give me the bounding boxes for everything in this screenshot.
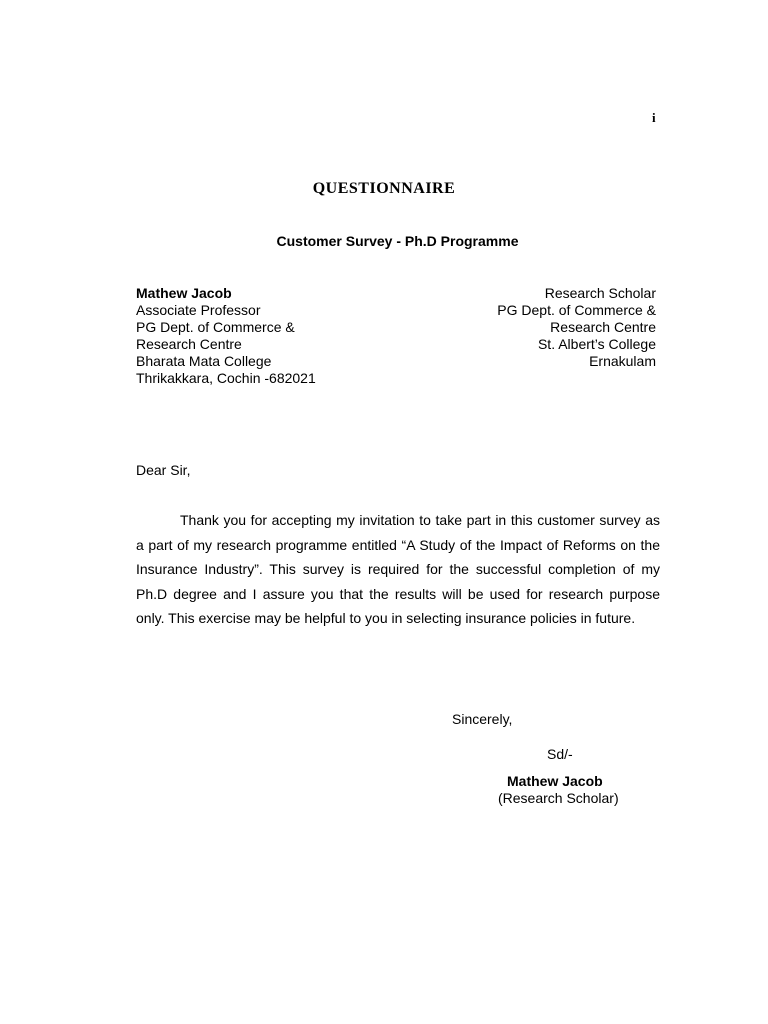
signatory-name: Mathew Jacob [507,773,603,789]
scholar-address-line: St. Albert’s College [537,336,656,352]
page-number: i [652,110,656,125]
scholar-address-line: PG Dept. of Commerce & [497,302,656,318]
sender-name: Mathew Jacob [136,285,232,301]
sender-address-line: Research Centre [136,336,242,352]
sender-address-block [136,285,316,387]
sender-address-line: Associate Professor [136,302,261,318]
closing: Sincerely, [452,711,513,727]
letter-body: Thank you for accepting my invitation to take part in this customer survey as a part of my research programme entitled “A Study of the Impact of Reforms on the Insurance Industry”. This survey is required for the successful completion of my Ph.D degree and I assure you that the results will be used for research purpose only. This exercise may be helpful to you in selecting insurance policies in future. [136,512,660,626]
sender-address-line: Thrikakkara, Cochin -682021 [136,370,316,386]
document-title: QUESTIONNAIRE [312,180,456,197]
salutation: Dear Sir, [136,462,191,478]
scholar-address-block [497,285,656,370]
scholar-address-line: Research Centre [550,319,656,335]
scholar-address-line: Research Scholar [544,285,656,301]
scholar-address-line: Ernakulam [589,353,656,369]
signatory-role: (Research Scholar) [498,790,619,806]
signature-mark: Sd/- [547,746,573,762]
document-subtitle: Customer Survey - Ph.D Programme [276,233,519,249]
sender-address-line: Bharata Mata College [136,353,272,369]
sender-address-line: PG Dept. of Commerce & [136,319,295,335]
